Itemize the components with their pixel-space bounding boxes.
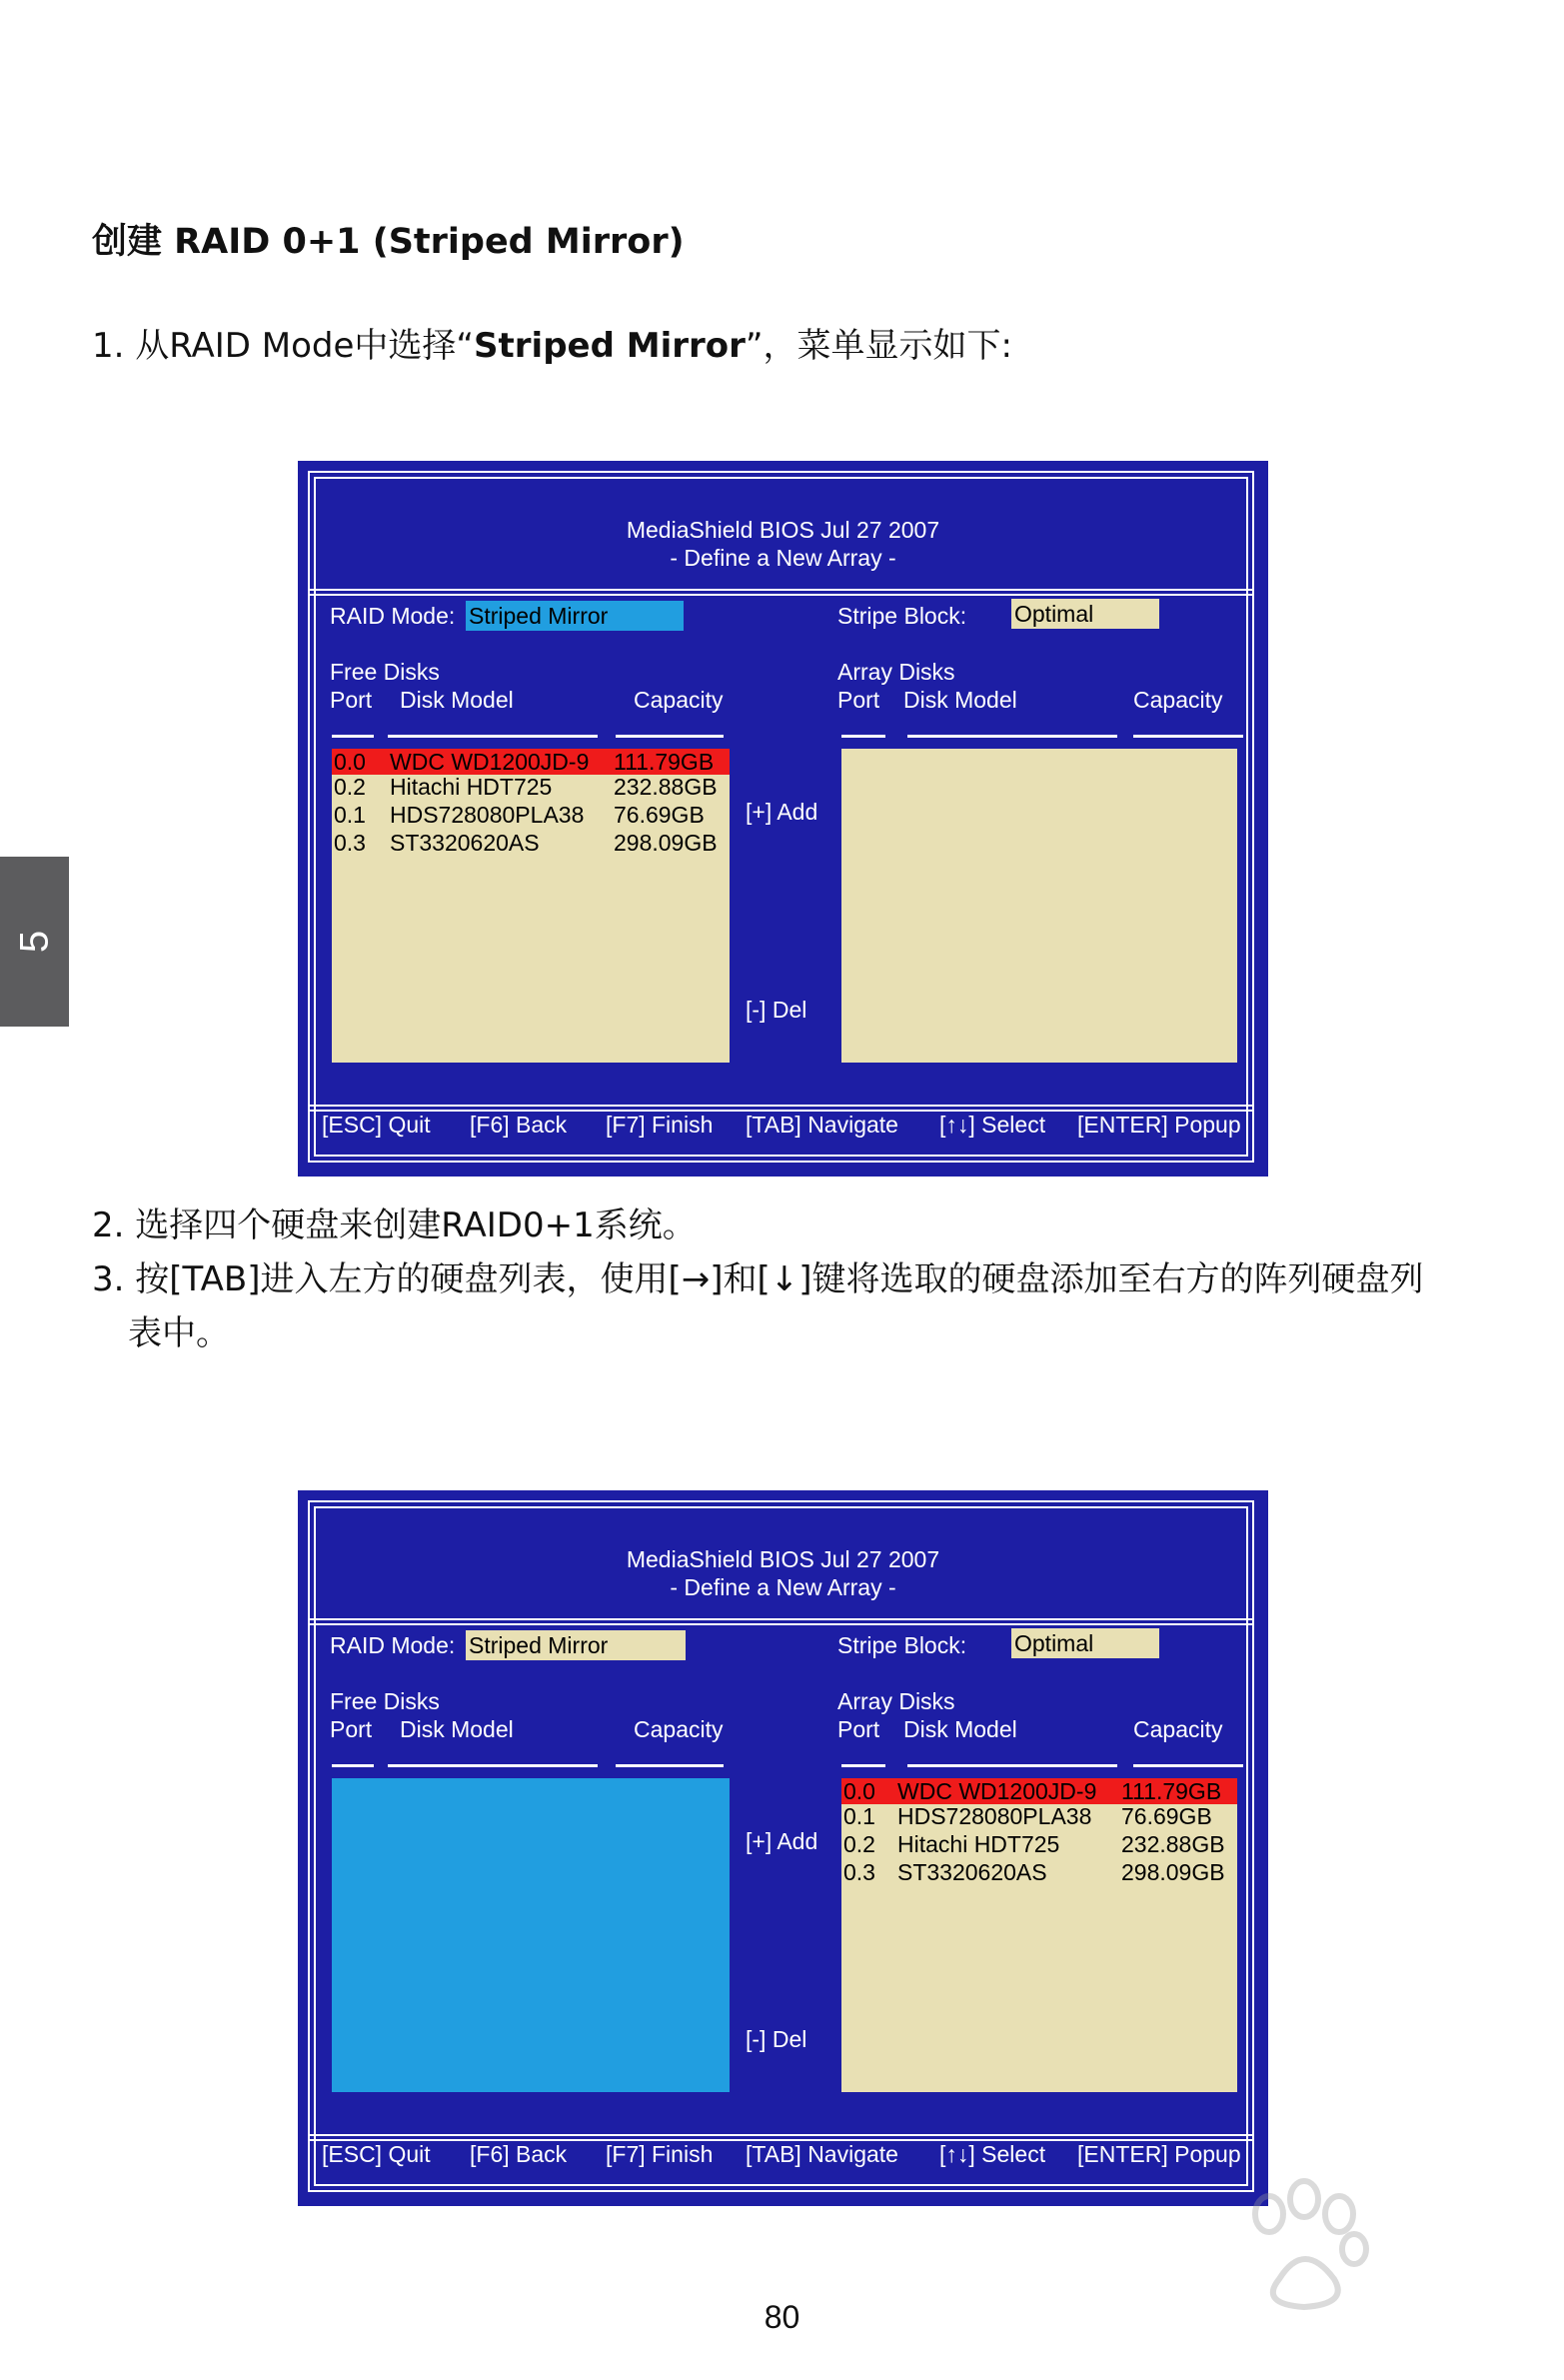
column-underline <box>841 1764 885 1767</box>
free-col-capacity: Capacity <box>634 1716 724 1742</box>
disk-port: 0.2 <box>843 1831 875 1857</box>
column-underline <box>907 735 1117 738</box>
disk-port: 0.1 <box>843 1803 875 1829</box>
add-button[interactable]: [+] Add <box>746 1828 818 1854</box>
array-col-model: Disk Model <box>903 687 1017 713</box>
disk-model: Hitachi HDT725 <box>897 1831 1060 1857</box>
baidu-paw-logo-icon <box>1119 2169 1499 2349</box>
stripe-block-field[interactable]: Optimal <box>1011 599 1159 629</box>
disk-model: HDS728080PLA38 <box>390 802 585 828</box>
footer-tab-navigate: [TAB] Navigate <box>746 1112 898 1138</box>
bios-screen-2 <box>298 1490 1268 2206</box>
bios-subtitle: - Define a New Array - <box>670 1574 896 1600</box>
bios-divider <box>308 589 1254 591</box>
disk-model: ST3320620AS <box>390 830 540 856</box>
footer-esc-quit: [ESC] Quit <box>322 2141 431 2167</box>
footer-f7-finish: [F7] Finish <box>606 2141 714 2167</box>
column-underline <box>332 735 374 738</box>
step-1-text <box>92 318 1012 367</box>
footer-select: [↑↓] Select <box>939 2141 1046 2167</box>
raid-mode-field[interactable]: Striped Mirror <box>466 601 684 631</box>
step-3-text-cont: 表中。 <box>128 1313 230 1353</box>
raid-mode-label: RAID Mode: <box>330 1632 456 1658</box>
list-item[interactable] <box>841 1803 1237 1829</box>
column-underline <box>388 1764 598 1767</box>
disk-capacity: 298.09GB <box>1121 1859 1225 1885</box>
footer-tab-navigate: [TAB] Navigate <box>746 2141 898 2167</box>
free-disks-label: Free Disks <box>330 1688 440 1714</box>
free-disks-list[interactable] <box>332 1778 730 2092</box>
bios-subtitle: - Define a New Array - <box>670 545 896 571</box>
list-item[interactable] <box>332 830 730 856</box>
array-disks-list[interactable] <box>841 1778 1237 2092</box>
footer-esc-quit: [ESC] Quit <box>322 1112 431 1138</box>
list-item[interactable] <box>332 774 730 800</box>
disk-port: 0.3 <box>843 1859 875 1885</box>
free-col-model: Disk Model <box>400 687 514 713</box>
array-disks-label: Array Disks <box>837 659 955 685</box>
footer-enter-popup: [ENTER] Popup <box>1077 1112 1241 1138</box>
list-item[interactable] <box>841 1831 1237 1857</box>
step-1-bold: Striped Mirror <box>474 326 746 366</box>
disk-port: 0.1 <box>334 802 366 828</box>
disk-model: HDS728080PLA38 <box>897 1803 1092 1829</box>
list-item[interactable] <box>841 1778 1237 1804</box>
disk-capacity: 76.69GB <box>614 802 705 828</box>
bios-screen-1 <box>298 461 1268 1177</box>
array-disks-label: Array Disks <box>837 1688 955 1714</box>
chapter-number: 5 <box>12 930 56 954</box>
bios-divider <box>308 594 1254 596</box>
bios-divider <box>308 1623 1254 1625</box>
free-col-capacity: Capacity <box>634 687 724 713</box>
page-number: 80 <box>764 2299 800 2335</box>
chapter-tab <box>0 857 69 1027</box>
bios-title: MediaShield BIOS Jul 27 2007 <box>626 517 940 543</box>
column-underline <box>1133 1764 1243 1767</box>
footer-select: [↑↓] Select <box>939 1112 1046 1138</box>
bios-divider <box>308 1618 1254 1620</box>
list-item[interactable] <box>332 749 730 775</box>
raid-mode-label: RAID Mode: <box>330 603 456 629</box>
array-col-port: Port <box>837 687 880 713</box>
column-underline <box>841 735 885 738</box>
array-col-capacity: Capacity <box>1133 687 1223 713</box>
column-underline <box>907 1764 1117 1767</box>
array-col-capacity: Capacity <box>1133 1716 1223 1742</box>
bios-title: MediaShield BIOS Jul 27 2007 <box>626 1546 940 1572</box>
footer-f6-back: [F6] Back <box>470 1112 568 1138</box>
list-item[interactable] <box>841 1859 1237 1885</box>
column-underline <box>332 1764 374 1767</box>
disk-port: 0.0 <box>843 1778 875 1804</box>
disk-model: WDC WD1200JD-9 <box>897 1778 1097 1804</box>
array-col-port: Port <box>837 1716 880 1742</box>
column-underline <box>616 735 724 738</box>
disk-capacity: 76.69GB <box>1121 1803 1212 1829</box>
step-1-suffix: ”，菜单显示如下: <box>745 326 1012 366</box>
del-button[interactable]: [-] Del <box>746 2026 807 2052</box>
del-button[interactable]: [-] Del <box>746 997 807 1023</box>
step-1-prefix: 1. 从RAID Mode中选择“ <box>92 326 475 366</box>
step-3-text: 3. 按[TAB]进入左方的硬盘列表，使用[→]和[↓]键将选取的硬盘添加至右方的阵列硬盘列 <box>92 1259 1424 1299</box>
disk-capacity: 232.88GB <box>1121 1831 1225 1857</box>
disk-model: WDC WD1200JD-9 <box>390 749 590 775</box>
free-col-port: Port <box>330 1716 373 1742</box>
add-button[interactable]: [+] Add <box>746 799 818 825</box>
column-underline <box>388 735 598 738</box>
disk-model: ST3320620AS <box>897 1859 1047 1885</box>
footer-f7-finish: [F7] Finish <box>606 1112 714 1138</box>
disk-model: Hitachi HDT725 <box>390 774 553 800</box>
footer-enter-popup: [ENTER] Popup <box>1077 2141 1241 2167</box>
free-disks-list[interactable] <box>332 749 730 1063</box>
array-disks-list[interactable] <box>841 749 1237 1063</box>
disk-port: 0.2 <box>334 774 366 800</box>
free-col-port: Port <box>330 687 373 713</box>
step-2-text: 2. 选择四个硬盘来创建RAID0+1系统。 <box>92 1205 697 1245</box>
disk-capacity: 111.79GB <box>1121 1778 1222 1804</box>
column-underline <box>616 1764 724 1767</box>
footer-f6-back: [F6] Back <box>470 2141 568 2167</box>
raid-mode-field[interactable]: Striped Mirror <box>466 1630 686 1660</box>
column-underline <box>1133 735 1243 738</box>
disk-capacity: 232.88GB <box>614 774 718 800</box>
stripe-block-label: Stripe Block: <box>837 1632 967 1658</box>
free-col-model: Disk Model <box>400 1716 514 1742</box>
disk-port: 0.3 <box>334 830 366 856</box>
page-heading: 创建 RAID 0+1 (Striped Mirror) <box>92 222 685 262</box>
stripe-block-label: Stripe Block: <box>837 603 967 629</box>
array-col-model: Disk Model <box>903 1716 1017 1742</box>
bios-divider <box>308 1105 1254 1107</box>
list-item[interactable] <box>332 802 730 828</box>
stripe-block-field[interactable]: Optimal <box>1011 1628 1159 1658</box>
disk-capacity: 298.09GB <box>614 830 718 856</box>
free-disks-label: Free Disks <box>330 659 440 685</box>
bios-divider <box>308 2134 1254 2136</box>
disk-capacity: 111.79GB <box>614 749 715 775</box>
disk-port: 0.0 <box>334 749 366 775</box>
